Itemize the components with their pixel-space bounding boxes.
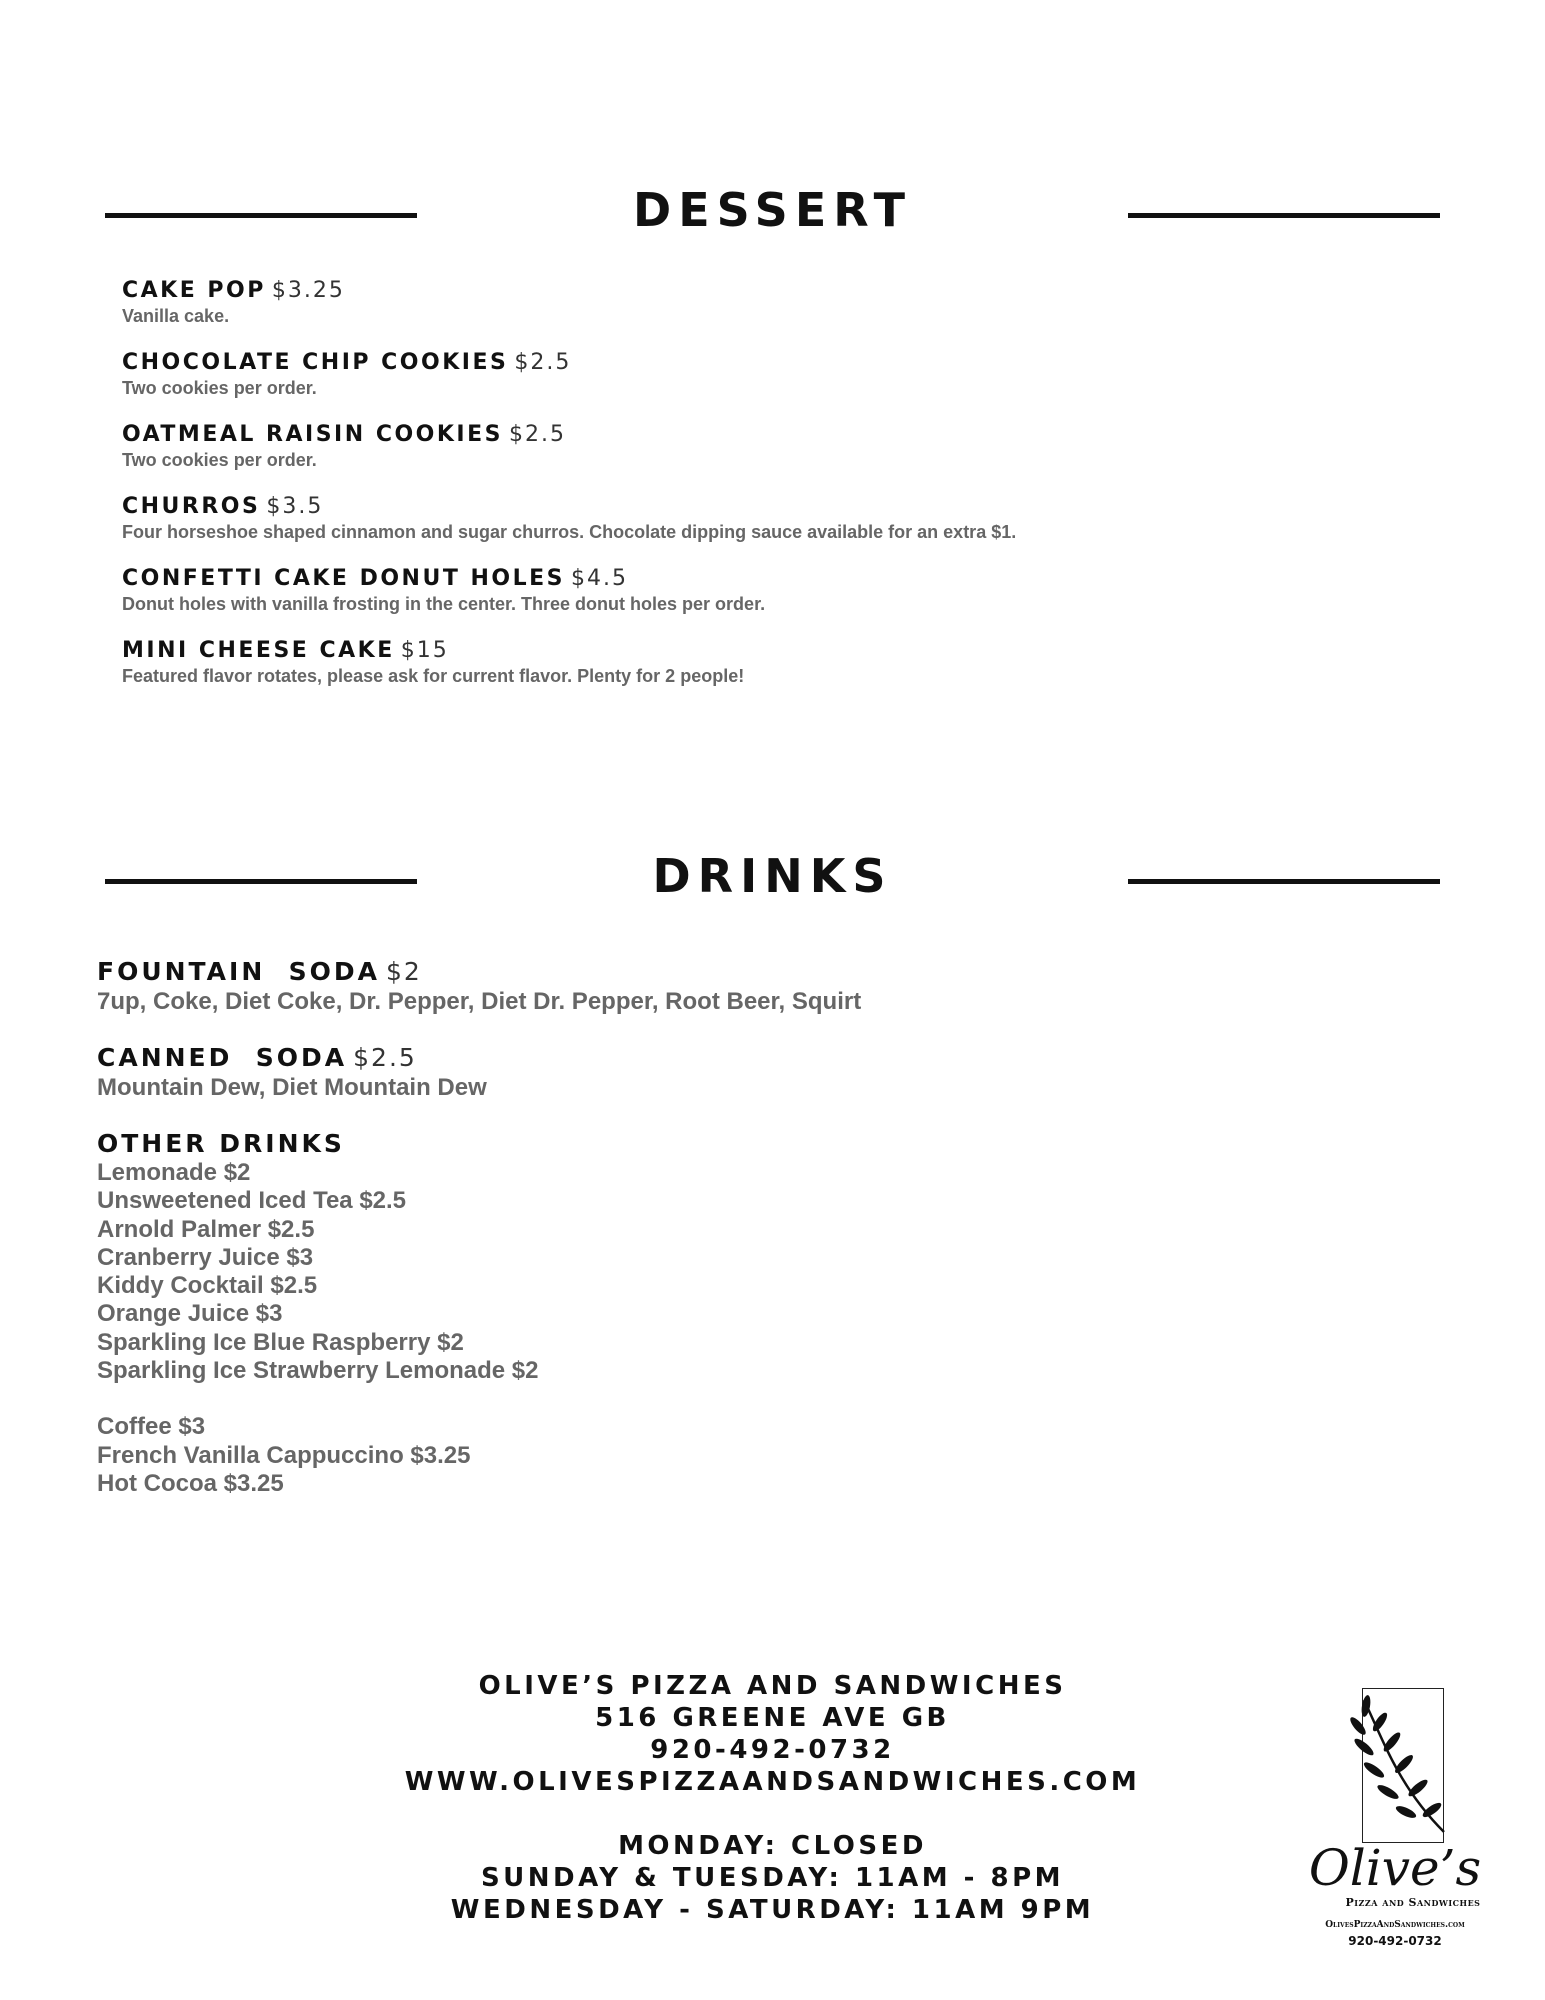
list-item: Lemonade $2: [97, 1159, 251, 1186]
dessert-item-confetti-cake-donut-holes: [122, 564, 1322, 636]
logo-name: Olive’s: [1308, 1839, 1482, 1897]
drink-price: $2.5: [353, 1043, 417, 1072]
dessert-item-chocolate-chip-cookies: [122, 348, 1322, 420]
dessert-list: [122, 276, 1322, 708]
dessert-item-cake-pop: [122, 276, 1322, 348]
business-website: WWW.OLIVESPIZZAANDSANDWICHES.COM: [404, 1767, 1141, 1797]
olive-branch-icon: [1344, 1692, 1454, 1842]
item-name: MINI CHEESE CAKE: [122, 638, 395, 663]
item-description: Four horseshoe shaped cinnamon and sugar churros. Chocolate dipping sauce available for an extra $1.: [122, 522, 1017, 542]
item-price: $2.5: [514, 350, 572, 375]
dessert-item-oatmeal-raisin-cookies: [122, 420, 1322, 492]
item-description: Vanilla cake.: [122, 306, 230, 326]
item-description: Featured flavor rotates, please ask for current flavor. Plenty for 2 people!: [122, 666, 745, 686]
drinks-title: DRINKS: [652, 849, 893, 903]
item-description: Two cookies per order.: [122, 450, 317, 470]
drink-price: $2: [386, 957, 422, 986]
list-item: Sparkling Ice Strawberry Lemonade $2: [97, 1357, 539, 1385]
drink-name: FOUNTAIN SODA: [97, 957, 381, 986]
list-item: Unsweetened Iced Tea $2.5: [97, 1187, 407, 1215]
item-price: $4.5: [571, 566, 628, 591]
logo-website: OlivesPizzaAndSandwiches.com: [1325, 1920, 1465, 1930]
list-item: Orange Juice $3: [97, 1300, 283, 1328]
drink-name: OTHER DRINKS: [97, 1129, 345, 1158]
drink-group-fountain-soda: [97, 957, 1297, 1017]
hours-line: SUNDAY & TUESDAY: 11AM - 8PM: [480, 1863, 1065, 1893]
drink-description: 7up, Coke, Diet Coke, Dr. Pepper, Diet Dr. Pepper, Root Beer, Squirt: [97, 988, 862, 1015]
dessert-item-churros: [122, 492, 1322, 564]
drink-group-canned-soda: [97, 1043, 1297, 1103]
dessert-item-mini-cheese-cake: [122, 636, 1322, 708]
business-name: OLIVE’S PIZZA AND SANDWICHES: [478, 1671, 1067, 1701]
drinks-rule-right: [1128, 879, 1440, 884]
list-item: Kiddy Cocktail $2.5: [97, 1272, 318, 1300]
footer-contact-info: [400, 1670, 1145, 1926]
logo-tagline: Pizza and Sandwiches: [1345, 1896, 1481, 1909]
business-phone: 920-492-0732: [650, 1735, 895, 1765]
dessert-title: DESSERT: [633, 183, 912, 237]
item-name: CHOCOLATE CHIP COOKIES: [122, 350, 509, 375]
item-name: CHURROS: [122, 494, 261, 519]
list-item: Hot Cocoa $3.25: [97, 1469, 284, 1497]
drink-name: CANNED SODA: [97, 1043, 348, 1072]
drinks-list: [97, 957, 1297, 1524]
drink-group-other-drinks: [97, 1129, 1297, 1498]
list-item: Cranberry Juice $3: [97, 1243, 314, 1271]
item-price: $2.5: [508, 422, 566, 447]
hours-line: MONDAY: CLOSED: [618, 1831, 927, 1861]
item-name: CONFETTI CAKE DONUT HOLES: [122, 566, 565, 591]
hours-line: WEDNESDAY - SATURDAY: 11AM 9PM: [450, 1895, 1095, 1925]
other-drinks-hot-list: [97, 1413, 1297, 1498]
list-item: Arnold Palmer $2.5: [97, 1215, 315, 1243]
dessert-rule-right: [1128, 213, 1440, 218]
item-price: $3.5: [266, 494, 324, 519]
item-description: Donut holes with vanilla frosting in the center. Three donut holes per order.: [122, 594, 766, 614]
list-item: Sparkling Ice Blue Raspberry $2: [97, 1328, 464, 1356]
olives-logo: [1300, 1688, 1490, 1958]
item-price: $3.25: [271, 278, 345, 303]
item-name: OATMEAL RAISIN COOKIES: [122, 422, 503, 447]
item-name: CAKE POP: [122, 278, 266, 303]
item-description: Two cookies per order.: [122, 378, 317, 398]
list-item: French Vanilla Cappuccino $3.25: [97, 1441, 471, 1469]
other-drinks-cold-list: [97, 1159, 1297, 1385]
business-address: 516 GREENE AVE GB: [595, 1703, 950, 1733]
list-item: Coffee $3: [97, 1413, 206, 1441]
item-price: $15: [400, 638, 449, 663]
logo-phone: 920-492-0732: [1348, 1934, 1442, 1948]
drink-description: Mountain Dew, Diet Mountain Dew: [97, 1074, 487, 1101]
